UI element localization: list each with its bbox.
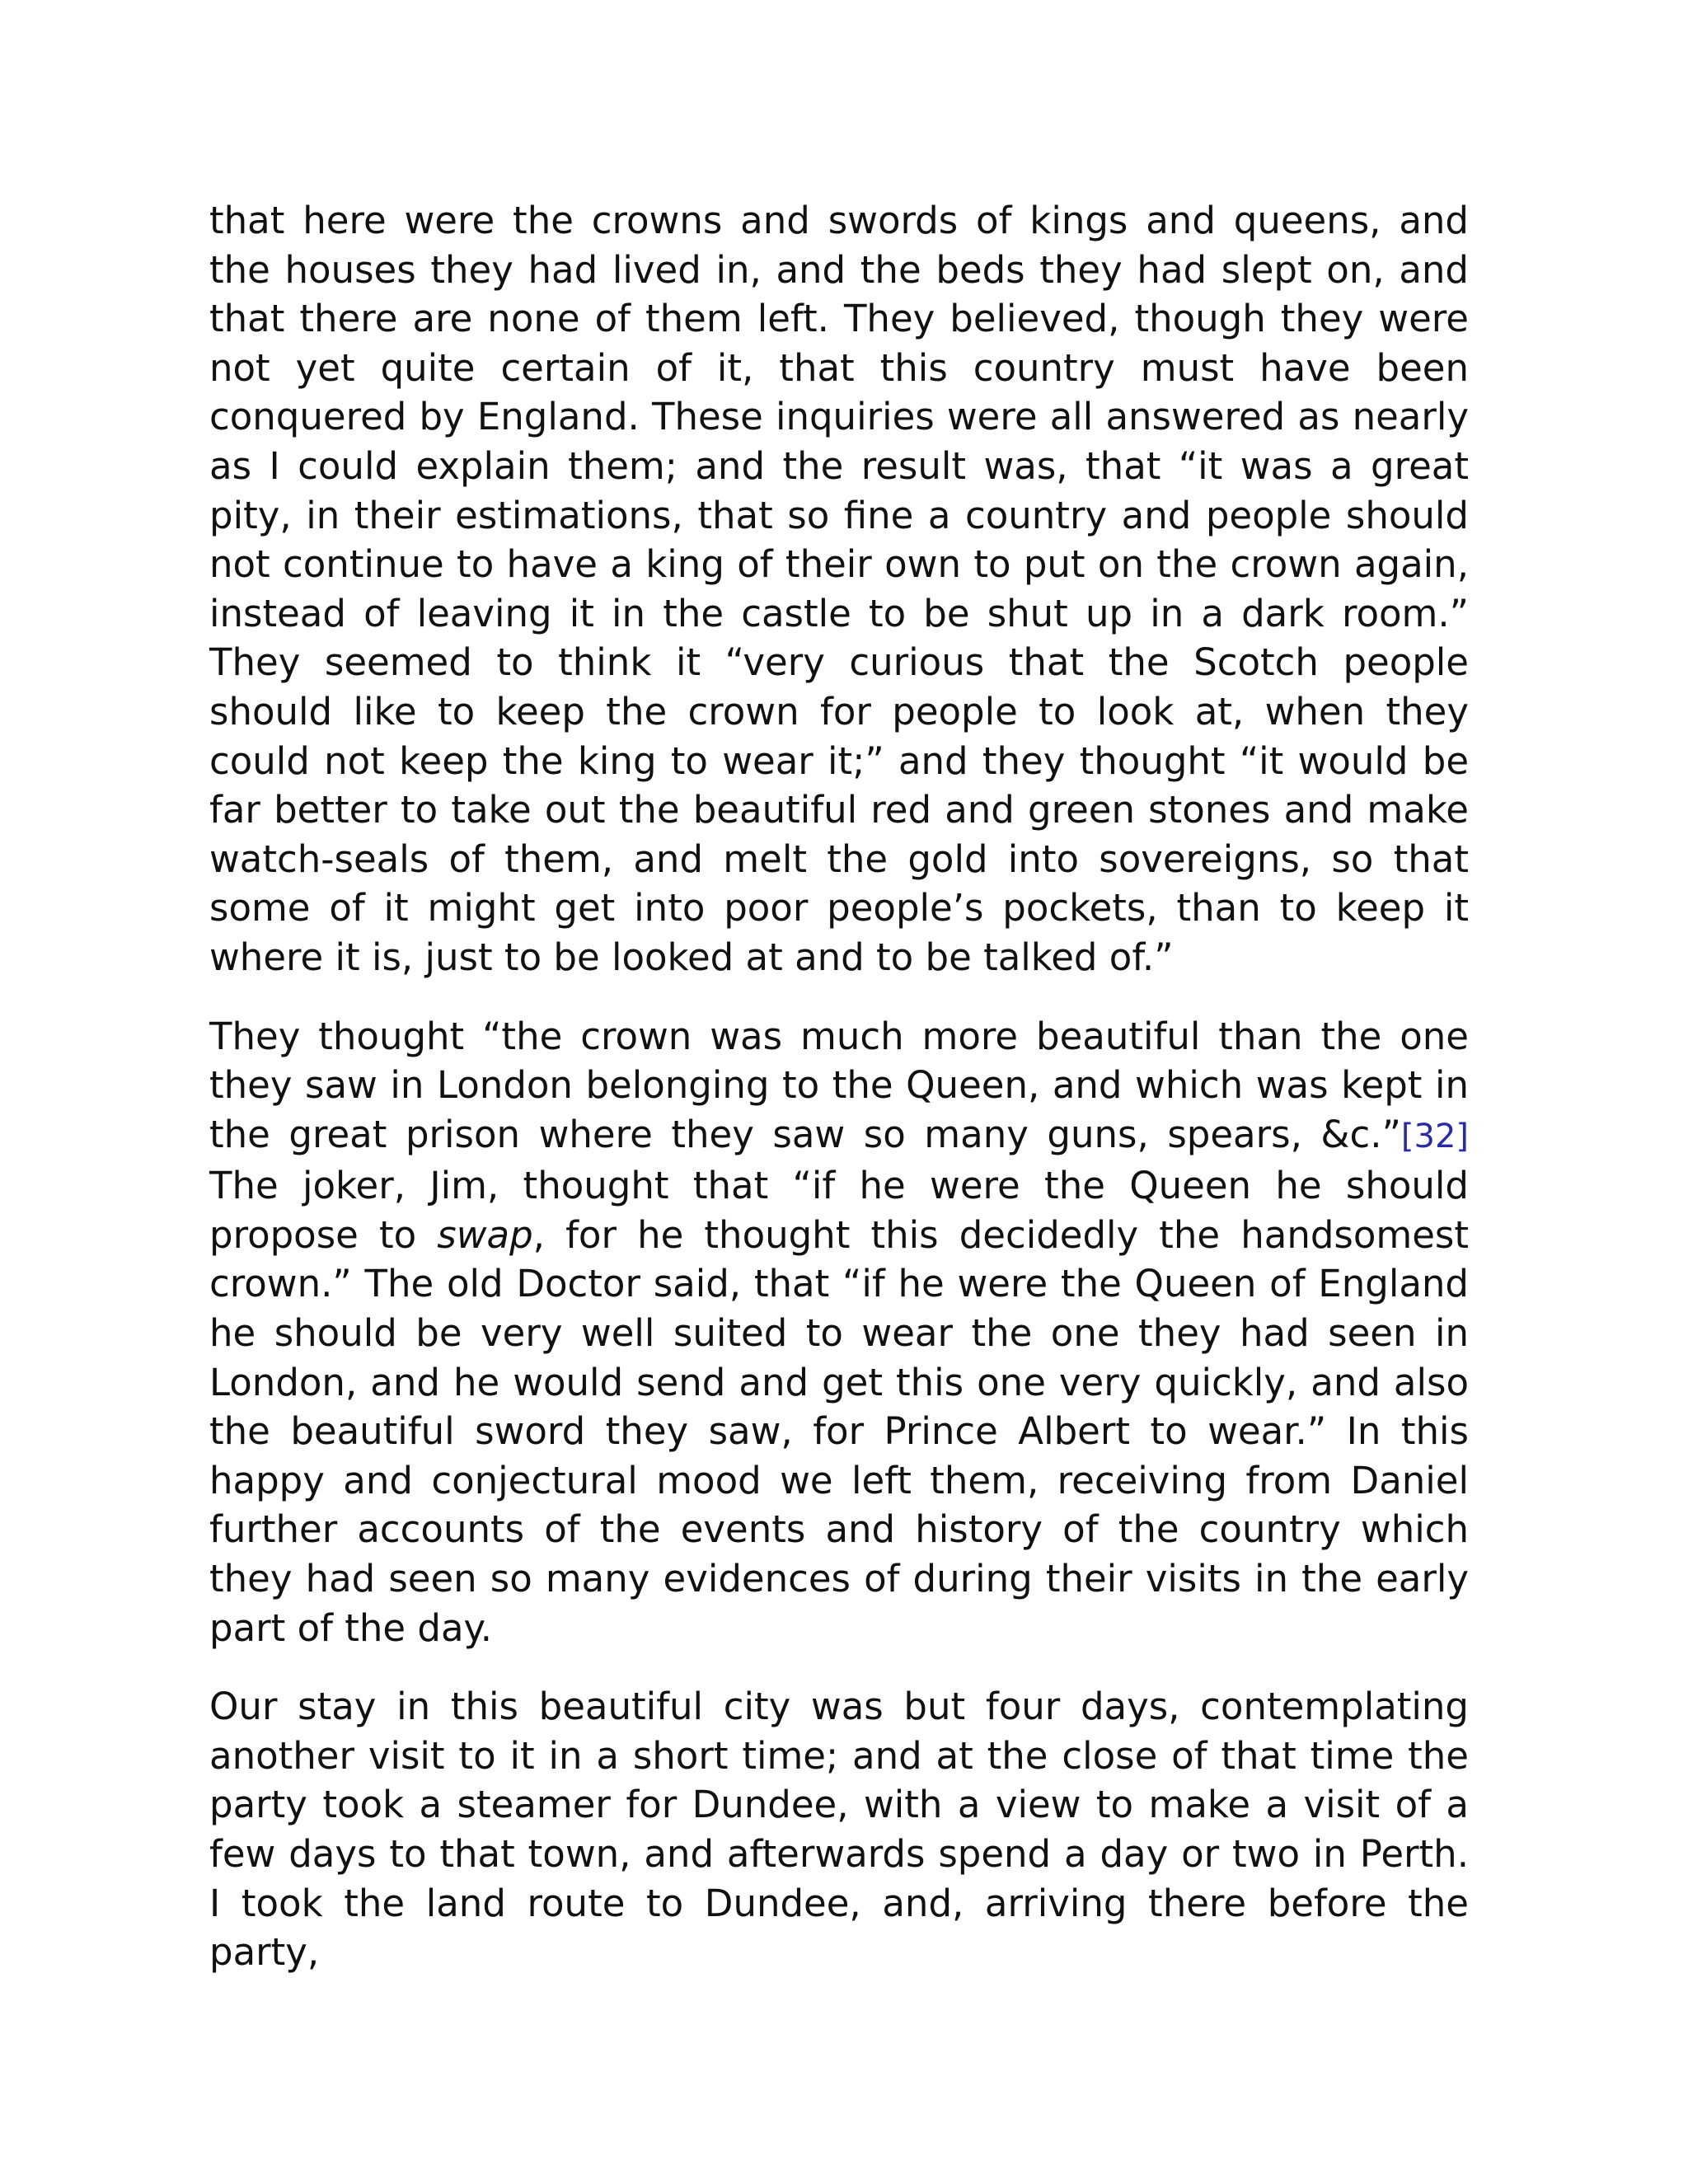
paragraph-2-text-a: They thought “the crown was much more beautiful than the one they saw in London belonging to the Queen, and which was kept in the great prison where they saw so many guns, spears, &c.” (209, 1014, 1469, 1156)
page-text (209, 196, 1469, 2007)
footnote-link-32[interactable]: [32] (1400, 1117, 1469, 1155)
paragraph-1: that here were the crowns and swords of kings and queens, and the houses they had lived in, and the beds they had slept on, and that there are none of them left. They believed, though they were not yet quite certain of it, that this country must have been conquered by England. These inquiries were all answered as nearly as I could explain them; and the result was, that “it was a great pity, in their estimations, that so fine a country and people should not continue to have a king of their own to put on the crown again, instead of leaving it in the castle to be shut up in a dark room.” They seemed to think it “very curious that the Scotch people should like to keep the crown for people to look at, when they could not keep the king to wear it;” and they thought “it would be far better to take out the beautiful red and green stones and make watch-seals of them, and melt the gold into sovereigns, so that some of it might get into poor people’s pockets, than to keep it where it is, just to be looked at and to be talked of.” (209, 199, 1469, 979)
paragraph-2-text-c: , for he thought this decidedly the handsomest crown.” The old Doctor said, that “if he were the Queen of England he should be very well suited to wear the one they had seen in London, and he would send and get this one very quickly, and also the beautiful sword they saw, for Prince Albert to wear.” In this happy and conjectural mood we left them, receiving from Daniel further accounts of the events and history of the country which they had seen so many evidences of during their visits in the early part of the day. (209, 1212, 1469, 1650)
paragraph-2-text-b: The joker, Jim, thought that “if he were the Queen he should propose to (209, 1164, 1469, 1257)
paragraph-2 (209, 1012, 1469, 1653)
paragraph-3: Our stay in this beautiful city was but four days, contemplating another visit to it in a short time; and at the close of that time the party took a steamer for Dundee, with a view to make a visit of a few days to that town, and afterwards spend a day or two in Perth. I took the land route to Dundee, and, arriving there before the party, (209, 1685, 1469, 1975)
emphasis-swap: swap (437, 1212, 533, 1257)
